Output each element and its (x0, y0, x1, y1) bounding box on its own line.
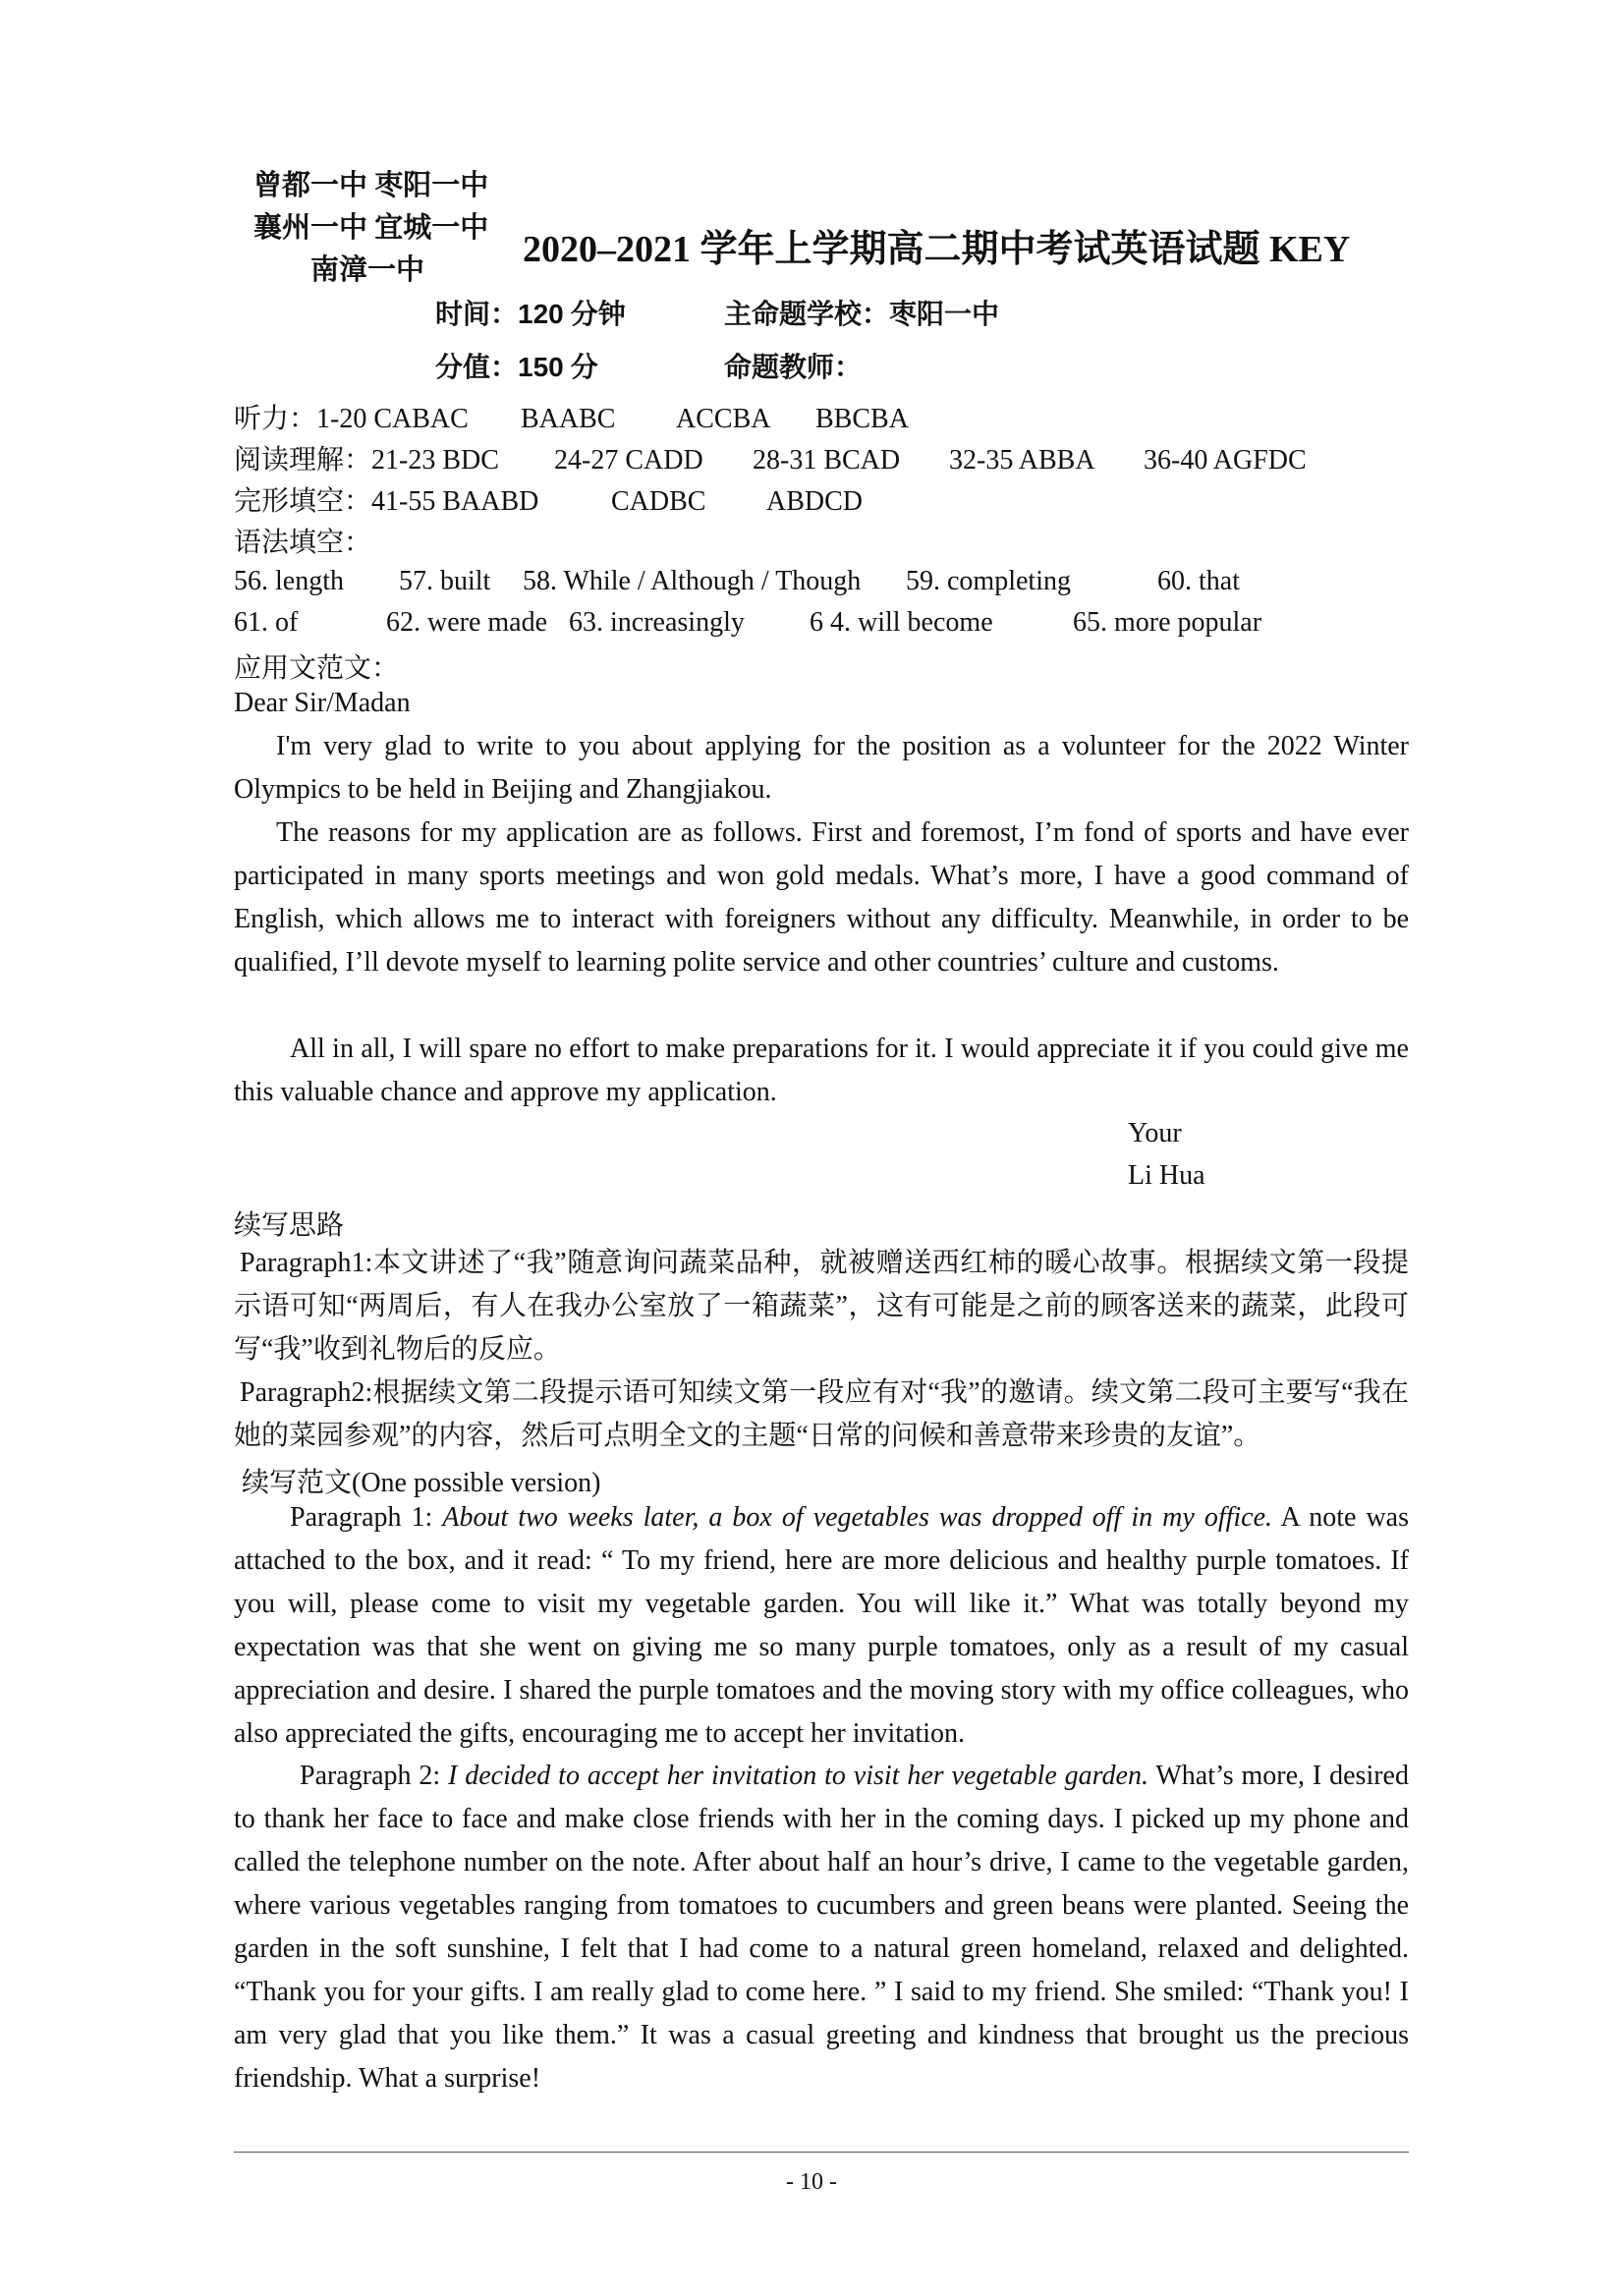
score-unit: 分 (563, 353, 598, 383)
listening-label: 听力：1-20 CABAC (234, 404, 469, 434)
cloze-group: CADBC (611, 486, 706, 517)
exam-score (435, 346, 598, 385)
grammar-answer: 57. built (399, 566, 491, 596)
time-label: 时间： (435, 300, 519, 330)
sample-paragraph-2-label: Paragraph 2: (300, 1761, 449, 1791)
sample-paragraph-1-label: Paragraph 1: (290, 1502, 443, 1533)
listening-answers (234, 397, 909, 436)
cloze-group: ABDCD (766, 486, 864, 517)
teacher-label: 命题教师： (724, 353, 863, 383)
sample-paragraph-2 (234, 1755, 1409, 2100)
sample-paragraph-1 (234, 1496, 1409, 1756)
letter-section-label: 应用文范文： (234, 653, 400, 684)
grammar-answer: 60. that (1157, 566, 1240, 596)
sample-paragraph-1-body: A note was attached to the box, and it read: “ To my friend, here are more delicious and healthy purple tomatoes. If you will, please come to visit my vegetable garden. You will like it.” What was totally beyond my expectation was that she went on giving me so many purple tomatoes, only as a result of my casual appreciation and desire. I shared the purple tomatoes and the moving story with my office colleagues, who also appreciated the gifts, encouraging me to accept her invitation. (234, 1502, 1409, 1749)
grammar-answer: 61. of (234, 607, 299, 638)
letter-signature: Li Hua (1128, 1160, 1205, 1191)
grammar-label: 语法填空： (234, 528, 372, 558)
reading-group: 32-35 ABBA (949, 445, 1095, 476)
letter-paragraph-3: All in all, I will spare no effort to make preparations for it. I would appreciate it if you could give me this valuable chance and approve my application. (234, 1034, 1409, 1107)
exam-time (435, 293, 626, 332)
grammar-answers-row-2 (234, 607, 1261, 639)
grammar-answer: 63. increasingly (569, 607, 745, 638)
sample-paragraph-2-body: What’s more, I desired to thank her face to face and make close friends with her in the coming days. I picked up my phone and called the telephone number on the note. After about half an hour’s drive, I came to the vegetable garden, where various vegetables ranging from tomatoes to cucumbers and green beans were planted. Seeing the garden in the soft sunshine, I felt that I had come to a natural green homeland, relaxed and delighted. “Thank you for your gifts. I am really glad to come here. ” I said to my friend. She smiled: “Thank you! I am very glad that you like them.” It was a casual greeting and kindness that brought us the precious friendship. What a surprise! (234, 1761, 1409, 2094)
grammar-answer: 56. length (234, 566, 344, 596)
time-value: 120 (518, 299, 564, 329)
continuation-idea-2: Paragraph2:根据续文第二段提示语可知续文第一段应有对“我”的邀请。续文第二段可主要写“我在她的菜园参观”的内容，然后可点明全文的主题“日常的问候和善意带来珍贵的友谊”。 (234, 1377, 1409, 1451)
letter-closing: Your (1128, 1118, 1182, 1148)
school-line-2: 襄州一中 宜城一中 (253, 212, 489, 244)
cloze-label: 完形填空：41-55 BAABD (234, 486, 539, 517)
grammar-answer: 58. While / Although / Though (523, 566, 862, 596)
continuation-idea-label: 续写思路 (234, 1210, 345, 1241)
school-list (253, 165, 499, 292)
grammar-answer: 65. more popular (1073, 607, 1262, 638)
cloze-answers (234, 479, 863, 519)
continuation-sample-label: 续写范文(One possible version) (242, 1468, 601, 1498)
page-title: 2020–2021 学年上学期高二期中考试英语试题 KEY (523, 229, 1351, 270)
letter-greeting: Dear Sir/Madan (234, 688, 411, 718)
sample-paragraph-1-lead: About two weeks later, a box of vegetables was dropped off in my office. (442, 1502, 1273, 1533)
reading-group: 36-40 AGFDC (1144, 445, 1307, 476)
reading-label: 阅读理解：21-23 BDC (234, 445, 499, 476)
lead-school: 主命题学校：枣阳一中 (724, 300, 1000, 330)
grammar-answer: 59. completing (906, 566, 1071, 596)
listening-group: ACCBA (676, 404, 771, 434)
score-label: 分值： (435, 353, 519, 383)
school-line-1: 曾都一中 枣阳一中 (253, 170, 489, 201)
grammar-answer: 6 4. will become (810, 607, 993, 638)
grammar-answers-row-1-full (234, 566, 1240, 597)
reading-group: 28-31 BCAD (753, 445, 901, 476)
letter-paragraph-1: I'm very glad to write to you about applying for the position as a volunteer for the 2022 Winter Olympics to be held in Beijing and Zhangjiakou. (234, 731, 1409, 805)
score-value: 150 (518, 352, 564, 382)
listening-group: BAABC (521, 404, 616, 434)
footer-divider (234, 2152, 1409, 2153)
school-line-3: 南漳一中 (310, 254, 425, 286)
grammar-answer: 62. were made (386, 607, 548, 638)
time-unit: 分钟 (563, 300, 626, 330)
continuation-idea-1: Paragraph1:本文讲述了“我”随意询问蔬菜品种，就被赠送西红柿的暖心故事。根据续文第一段提示语可知“两周后，有人在我办公室放了一箱蔬菜”，这有可能是之前的顾客送来的蔬菜，此段可写“我”收到礼物后的反应。 (234, 1248, 1409, 1365)
listening-group: BBCBA (815, 404, 909, 434)
reading-answers (234, 438, 1307, 477)
letter-paragraph-2: The reasons for my application are as follows. First and foremost, I’m fond of sports and have ever participated in many sports meetings and won gold medals. What’s more, I have a good command of English, which allows me to interact with foreigners without any difficulty. Meanwhile, in order to be qualified, I’ll devote myself to learning polite service and other countries’ culture and customs. (234, 817, 1409, 978)
sample-paragraph-2-lead: I decided to accept her invitation to visit her vegetable garden. (448, 1761, 1148, 1791)
page-number: - 10 - (786, 2169, 837, 2195)
reading-group: 24-27 CADD (554, 445, 703, 476)
